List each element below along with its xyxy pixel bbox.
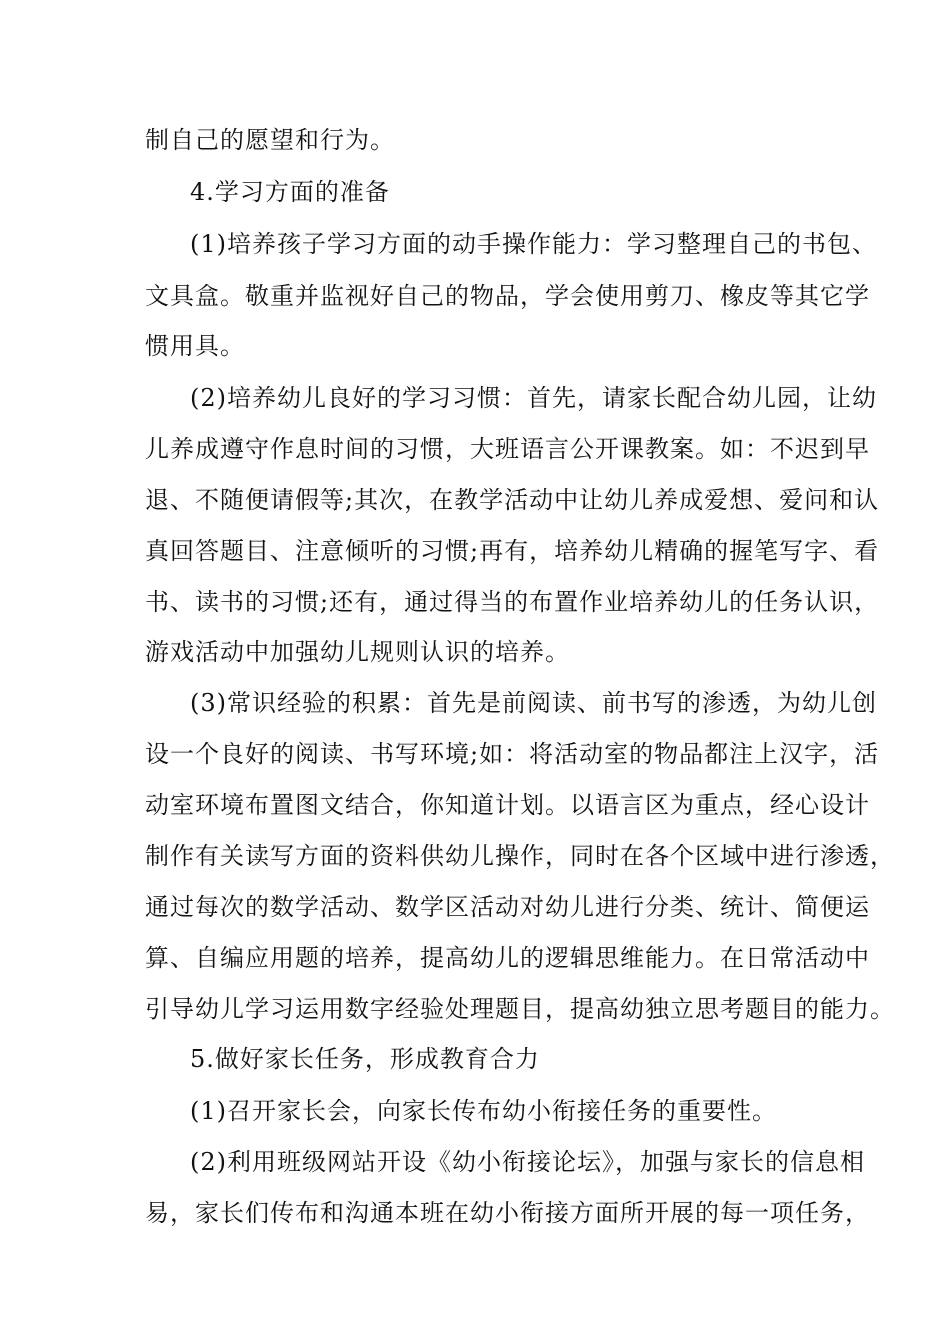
section-heading: 5.做好家长任务，形成教育合力 <box>190 1045 540 1073</box>
text-line: 儿养成遵守作息时间的习惯，大班语言公开课教案。如：不迟到早 <box>145 435 870 463</box>
text-line: (1)召开家长会，向家长传布幼小衔接任务的重要性。 <box>190 1097 777 1125</box>
text-line: (2)培养幼儿良好的学习习惯：首先，请家长配合幼儿园，让幼 <box>190 384 877 412</box>
text-line: 引导幼儿学习运用数字经验处理题目，提高幼独立思考题目的能力。 <box>145 995 895 1023</box>
text-line: 退、不随便请假等;其次，在教学活动中让幼儿养成爱想、爱问和认 <box>145 486 880 514</box>
section-heading: 4.学习方面的准备 <box>190 178 390 206</box>
text-line: 算、自编应用题的培养，提高幼儿的逻辑思维能力。在日常活动中 <box>145 944 870 972</box>
text-line: (2)利用班级网站开设《幼小衔接论坛》，加强与家长的信息相 <box>190 1148 865 1176</box>
text-line: 真回答题目、注意倾听的习惯;再有，培养幼儿精确的握笔写字、看 <box>145 537 880 565</box>
text-line: 文具盒。敬重并监视好自己的物品，学会使用剪刀、橡皮等其它学 <box>145 282 870 310</box>
text-line: 动室环境布置图文结合，你知道计划。以语言区为重点，经心设计 <box>145 791 870 819</box>
text-line: 制自己的愿望和行为。 <box>145 126 395 154</box>
text-line: 惯用具。 <box>145 332 245 360</box>
text-line: 设一个良好的阅读、书写环境;如：将活动室的物品都注上汉字，活 <box>145 740 880 768</box>
text-line: (3)常识经验的积累：首先是前阅读、前书写的渗透，为幼儿创 <box>190 689 877 717</box>
text-line: 通过每次的数学活动、数学区活动对幼儿进行分类、统计、简便运 <box>145 893 870 921</box>
text-line: 书、读书的习惯;还有，通过得当的布置作业培养幼儿的任务认识， <box>145 588 880 616</box>
text-line: 制作有关读写方面的资料供幼儿操作，同时在各个区域中进行渗透， <box>145 842 895 870</box>
text-line: 游戏活动中加强幼儿规则认识的培养。 <box>145 638 570 666</box>
text-line: 易，家长们传布和沟通本班在幼小衔接方面所开展的每一项任务， <box>145 1199 870 1227</box>
text-line: (1)培养孩子学习方面的动手操作能力：学习整理自己的书包、 <box>190 230 877 258</box>
